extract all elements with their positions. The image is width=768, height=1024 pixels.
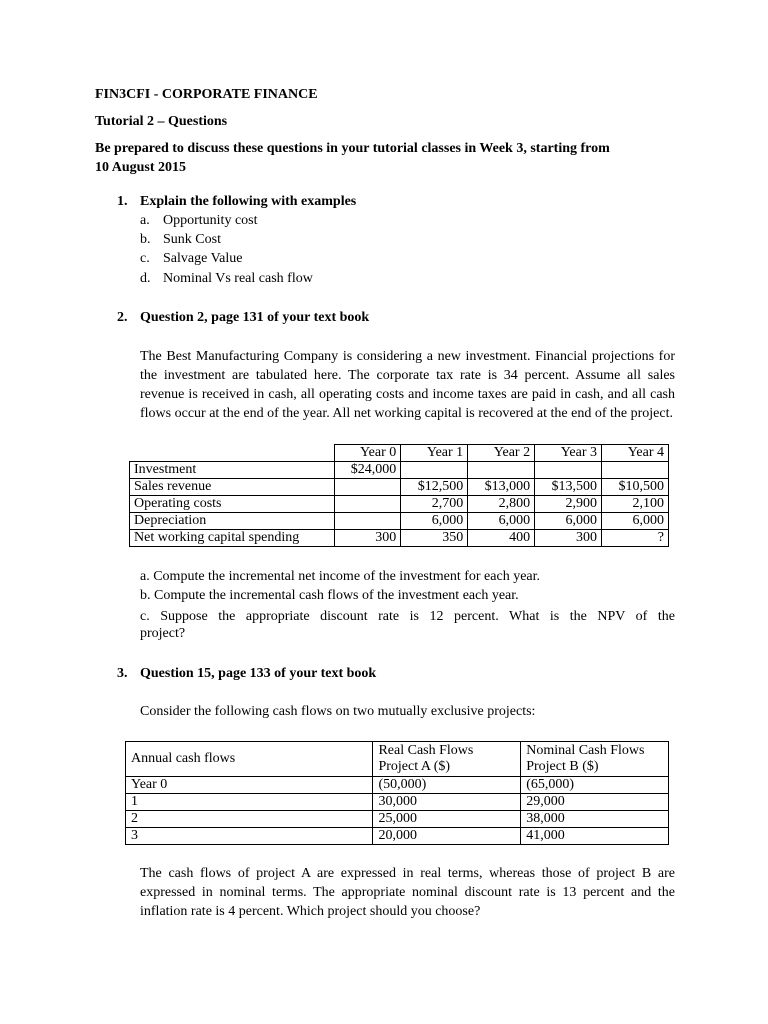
table-cell: 400 — [468, 530, 535, 547]
table-cell: 2,100 — [602, 496, 669, 513]
table-header-cell: Annual cash flows — [126, 742, 373, 777]
tutorial-title: Tutorial 2 – Questions — [95, 114, 228, 129]
table-cell: $10,500 — [602, 479, 669, 496]
table-cell: $24,000 — [335, 462, 401, 479]
table-cell: 29,000 — [521, 794, 669, 811]
q1-title: Explain the following with examples — [140, 194, 357, 209]
table-header-cell: Year 4 — [602, 445, 669, 462]
table-cell: 38,000 — [521, 811, 669, 828]
table-cell — [335, 479, 401, 496]
table-row — [130, 496, 669, 513]
header-line: Real Cash Flows — [378, 743, 474, 758]
table-cell: Operating costs — [130, 496, 335, 513]
table-cell — [130, 445, 335, 462]
q2-table — [129, 444, 669, 547]
q1-item-letter: c. — [140, 251, 150, 266]
table-cell: (50,000) — [373, 777, 521, 794]
table-cell: 6,000 — [602, 513, 669, 530]
course-title: FIN3CFI - CORPORATE FINANCE — [95, 87, 318, 102]
table-header-cell: Year 3 — [535, 445, 602, 462]
q3-intro: Consider the following cash flows on two mutually exclusive projects: — [140, 704, 536, 719]
table-cell: 2,800 — [468, 496, 535, 513]
table-cell: 300 — [335, 530, 401, 547]
table-header-row — [130, 445, 669, 462]
table-cell — [335, 496, 401, 513]
q2-number: 2. — [117, 310, 128, 325]
table-cell — [401, 462, 468, 479]
table-cell: ? — [602, 530, 669, 547]
table-row — [126, 828, 669, 845]
header-line: Nominal Cash Flows — [526, 743, 645, 758]
q3-title: Question 15, page 133 of your text book — [140, 666, 377, 681]
q3-table — [125, 741, 669, 845]
notice-line-1: Be prepared to discuss these questions in your tutorial classes in Week 3, starting from — [95, 141, 610, 156]
q1-item-letter: b. — [140, 232, 151, 247]
q2-part-c-cont: project? — [140, 626, 186, 641]
table-row — [130, 513, 669, 530]
table-cell — [602, 462, 669, 479]
q2-paragraph: The Best Manufacturing Company is considering a new investment. Financial projections for the investment are tabulated here. The corporate tax rate is 34 percent. Assume all sales revenue is received in cash, all operating costs and income taxes are paid in cash, and all cash flows occur at the end of the year. All net working capital is recovered at the end of the project. — [140, 349, 675, 421]
table-cell: 2,900 — [535, 496, 602, 513]
header-line: Project B ($) — [526, 759, 599, 774]
table-header-cell — [373, 742, 521, 777]
table-cell: 6,000 — [535, 513, 602, 530]
table-cell: 300 — [535, 530, 602, 547]
q3-number: 3. — [117, 666, 128, 681]
q2-part-c: c. Suppose the appropriate discount rate is 12 percent. What is the NPV of the — [140, 609, 675, 624]
table-cell — [468, 462, 535, 479]
table-cell: $13,000 — [468, 479, 535, 496]
table-header-cell: Year 0 — [335, 445, 401, 462]
table-cell: 6,000 — [468, 513, 535, 530]
table-cell: 350 — [401, 530, 468, 547]
table-cell: 1 — [126, 794, 373, 811]
table-cell: $13,500 — [535, 479, 602, 496]
table-header-cell: Year 1 — [401, 445, 468, 462]
table-cell: Depreciation — [130, 513, 335, 530]
table-cell: 25,000 — [373, 811, 521, 828]
table-cell: 30,000 — [373, 794, 521, 811]
table-row — [130, 530, 669, 547]
q2-title: Question 2, page 131 of your text book — [140, 310, 370, 325]
table-cell: Sales revenue — [130, 479, 335, 496]
table-cell: 6,000 — [401, 513, 468, 530]
table-row — [130, 479, 669, 496]
table-cell: Net working capital spending — [130, 530, 335, 547]
q1-item-text: Salvage Value — [163, 251, 243, 266]
table-cell — [335, 513, 401, 530]
table-row — [130, 462, 669, 479]
table-cell — [535, 462, 602, 479]
table-row — [126, 794, 669, 811]
q2-part-a: a. Compute the incremental net income of the investment for each year. — [140, 569, 541, 584]
q3-closing: The cash flows of project A are expressed in real terms, whereas those of project B are expressed in nominal terms. The appropriate nominal discount rate is 13 percent and the inflation rate is 4 percent. Which project should you choose? — [140, 866, 675, 919]
table-header-row — [126, 742, 669, 777]
q1-item-text: Sunk Cost — [163, 232, 221, 247]
notice-line-2: 10 August 2015 — [95, 160, 187, 175]
table-cell: Investment — [130, 462, 335, 479]
q2-part-b: b. Compute the incremental cash flows of the investment each year. — [140, 588, 519, 603]
table-cell: 3 — [126, 828, 373, 845]
table-header-cell: Year 2 — [468, 445, 535, 462]
header-line: Project A ($) — [378, 759, 451, 774]
table-cell: 41,000 — [521, 828, 669, 845]
q1-item-text: Opportunity cost — [163, 213, 258, 228]
q1-item-text: Nominal Vs real cash flow — [163, 271, 313, 286]
table-header-cell — [521, 742, 669, 777]
q1-number: 1. — [117, 194, 128, 209]
table-cell: (65,000) — [521, 777, 669, 794]
table-row — [126, 811, 669, 828]
table-cell: $12,500 — [401, 479, 468, 496]
table-cell: 20,000 — [373, 828, 521, 845]
table-cell: 2,700 — [401, 496, 468, 513]
table-cell: Year 0 — [126, 777, 373, 794]
q1-item-letter: d. — [140, 271, 151, 286]
q1-item-letter: a. — [140, 213, 150, 228]
table-row — [126, 777, 669, 794]
table-cell: 2 — [126, 811, 373, 828]
